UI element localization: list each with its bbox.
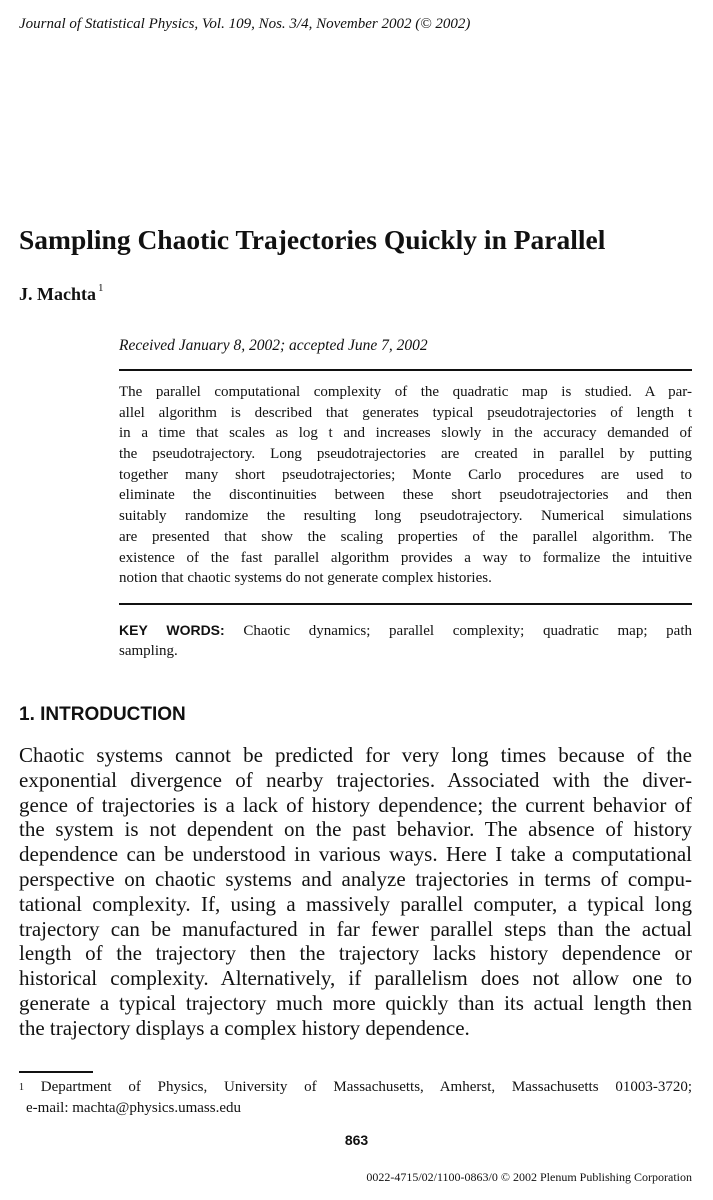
body-line: Chaotic systems cannot be predicted for very long times because of the xyxy=(19,743,692,767)
abstract-line: the pseudotrajectory. Long pseudotrajectories are created in parallel by putting xyxy=(119,446,692,463)
received-dates: Received January 8, 2002; accepted June 7, 2002 xyxy=(119,337,428,354)
body-text xyxy=(19,743,692,1041)
abstract-line: together many short pseudotrajectories; Monte Carlo procedures are used to xyxy=(119,466,692,483)
footnote-line xyxy=(19,1077,692,1098)
footnote-email: e-mail: machta@physics.umass.edu xyxy=(26,1100,242,1116)
abstract-line: in a time that scales as log t and increases slowly in the accuracy demanded of xyxy=(119,425,692,442)
body-line: generate a typical trajectory much more quickly than its actual length then xyxy=(19,990,692,1015)
journal-header: Journal of Statistical Physics, Vol. 109, Nos. 3/4, November 2002 (© 2002) xyxy=(19,16,471,32)
author-name: J. Machta xyxy=(19,284,96,304)
abstract-line: allel algorithm is described that generates typical pseudotrajectories of length t xyxy=(119,404,692,421)
body-line: dependence can be understood in various ways. Here I take a computational xyxy=(19,842,692,867)
body-line: the system is not dependent on the past behavior. The absence of history xyxy=(19,817,692,842)
body-line: perspective on chaotic systems and analyze trajectories in terms of compu- xyxy=(19,866,692,891)
author-footnote-mark: 1 xyxy=(97,282,104,294)
author xyxy=(19,284,103,305)
paper-title: Sampling Chaotic Trajectories Quickly in Parallel xyxy=(19,224,606,255)
abstract-line: The parallel computational complexity of the quadratic map is studied. A par- xyxy=(119,384,692,400)
abstract-top-rule xyxy=(119,369,692,371)
footnote-rule xyxy=(19,1071,93,1073)
body-line: exponential divergence of nearby trajectories. Associated with the diver- xyxy=(19,767,692,792)
abstract-line: eliminate the discontinuities between these short pseudotrajectories and then xyxy=(119,487,692,504)
footnote-mark: 1 xyxy=(19,1082,24,1093)
body-line: gence of trajectories is a lack of history dependence; the current behavior of xyxy=(19,792,692,817)
body-line: historical complexity. Alternatively, if parallelism does not allow one to xyxy=(19,966,692,991)
abstract-bottom-rule xyxy=(119,603,692,605)
copyright-line: 0022-4715/02/1100-0863/0 © 2002 Plenum Publishing Corporation xyxy=(366,1170,692,1184)
keywords-label: KEY WORDS: xyxy=(119,622,225,638)
body-line: tational complexity. If, using a massively parallel computer, a typical long xyxy=(19,891,692,916)
abstract-line: are presented that show the scaling properties of the parallel algorithm. The xyxy=(119,528,692,545)
abstract xyxy=(119,382,692,589)
body-line: trajectory can be manufactured in far fewer parallel steps than the actual xyxy=(19,916,692,941)
footnote xyxy=(19,1077,692,1119)
abstract-line: suitably randomize the resulting long pseudotrajectory. Numerical simulations xyxy=(119,508,692,525)
body-line: length of the trajectory then the trajectory lacks history dependence or xyxy=(19,941,692,966)
section-heading: 1. INTRODUCTION xyxy=(19,704,186,725)
keywords-line xyxy=(119,620,692,641)
keywords-text: Chaotic dynamics; parallel complexity; quadratic map; path xyxy=(243,623,692,639)
body-line: the trajectory displays a complex history dependence. xyxy=(19,1015,470,1040)
keywords xyxy=(119,620,692,661)
abstract-line: existence of the fast parallel algorithm provides a way to formalize the intuitive xyxy=(119,549,692,566)
abstract-line: notion that chaotic systems do not generate complex histories. xyxy=(119,570,492,587)
keywords-line: sampling. xyxy=(119,642,178,659)
page-number: 863 xyxy=(344,1132,369,1148)
footnote-affiliation: Department of Physics, University of Massachusetts, Amherst, Massachusetts 01003-3720; xyxy=(40,1079,692,1095)
